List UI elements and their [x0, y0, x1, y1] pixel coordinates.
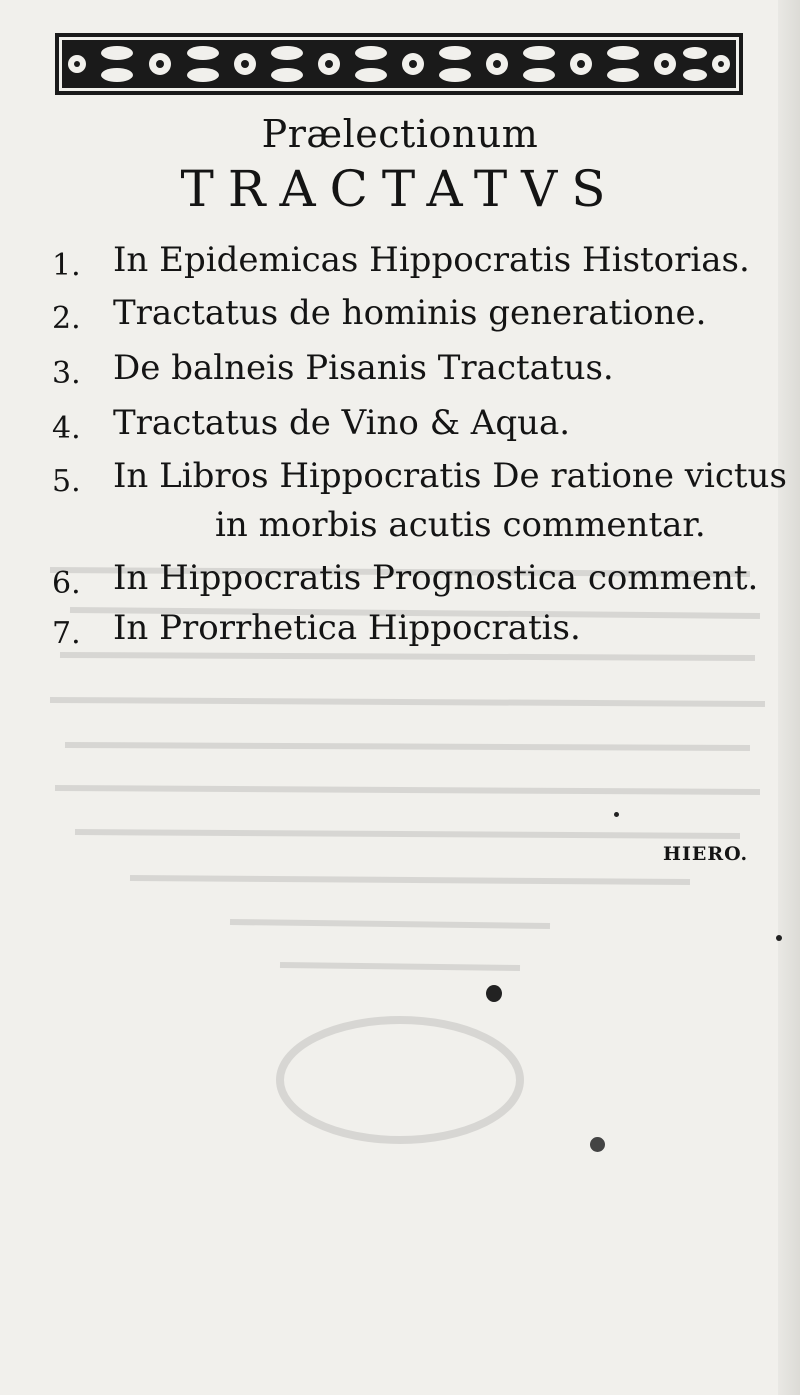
entry-text: In Prorrhetica Hippocratis.: [113, 608, 581, 648]
entry-number: 7.: [52, 616, 81, 651]
entry-text: De balneis Pisanis Tractatus.: [113, 348, 614, 388]
entry-text: In Hippocratis Prognostica comment.: [113, 558, 759, 598]
ink-speck: [590, 1137, 605, 1152]
entry-text: Tractatus de Vino & Aqua.: [113, 403, 571, 443]
show-through-bleed: [50, 560, 770, 1160]
entry-number: 3.: [52, 356, 81, 391]
ink-speck: [614, 812, 619, 817]
entry-text: Tractatus de hominis generatione.: [113, 293, 707, 333]
section-subtitle: Prælectionum: [261, 112, 539, 156]
ink-speck: [486, 985, 502, 1002]
entry-number: 1.: [52, 248, 81, 283]
ink-speck: [776, 935, 782, 941]
entry-text: In Libros Hippocratis De ratione victus: [113, 456, 787, 496]
entry-text: In Epidemicas Hippocratis Historias.: [113, 240, 750, 280]
entry-continuation-text: in morbis acutis commentar.: [215, 505, 706, 545]
page-title: TRACTATVS: [180, 160, 620, 218]
headpiece-ornament-icon: [55, 33, 743, 95]
entry-number: 5.: [52, 464, 81, 499]
entry-number: 2.: [52, 301, 81, 336]
entry-number: 4.: [52, 411, 81, 446]
entry-number: 6.: [52, 566, 81, 601]
catchword: HIERO.: [663, 843, 749, 865]
